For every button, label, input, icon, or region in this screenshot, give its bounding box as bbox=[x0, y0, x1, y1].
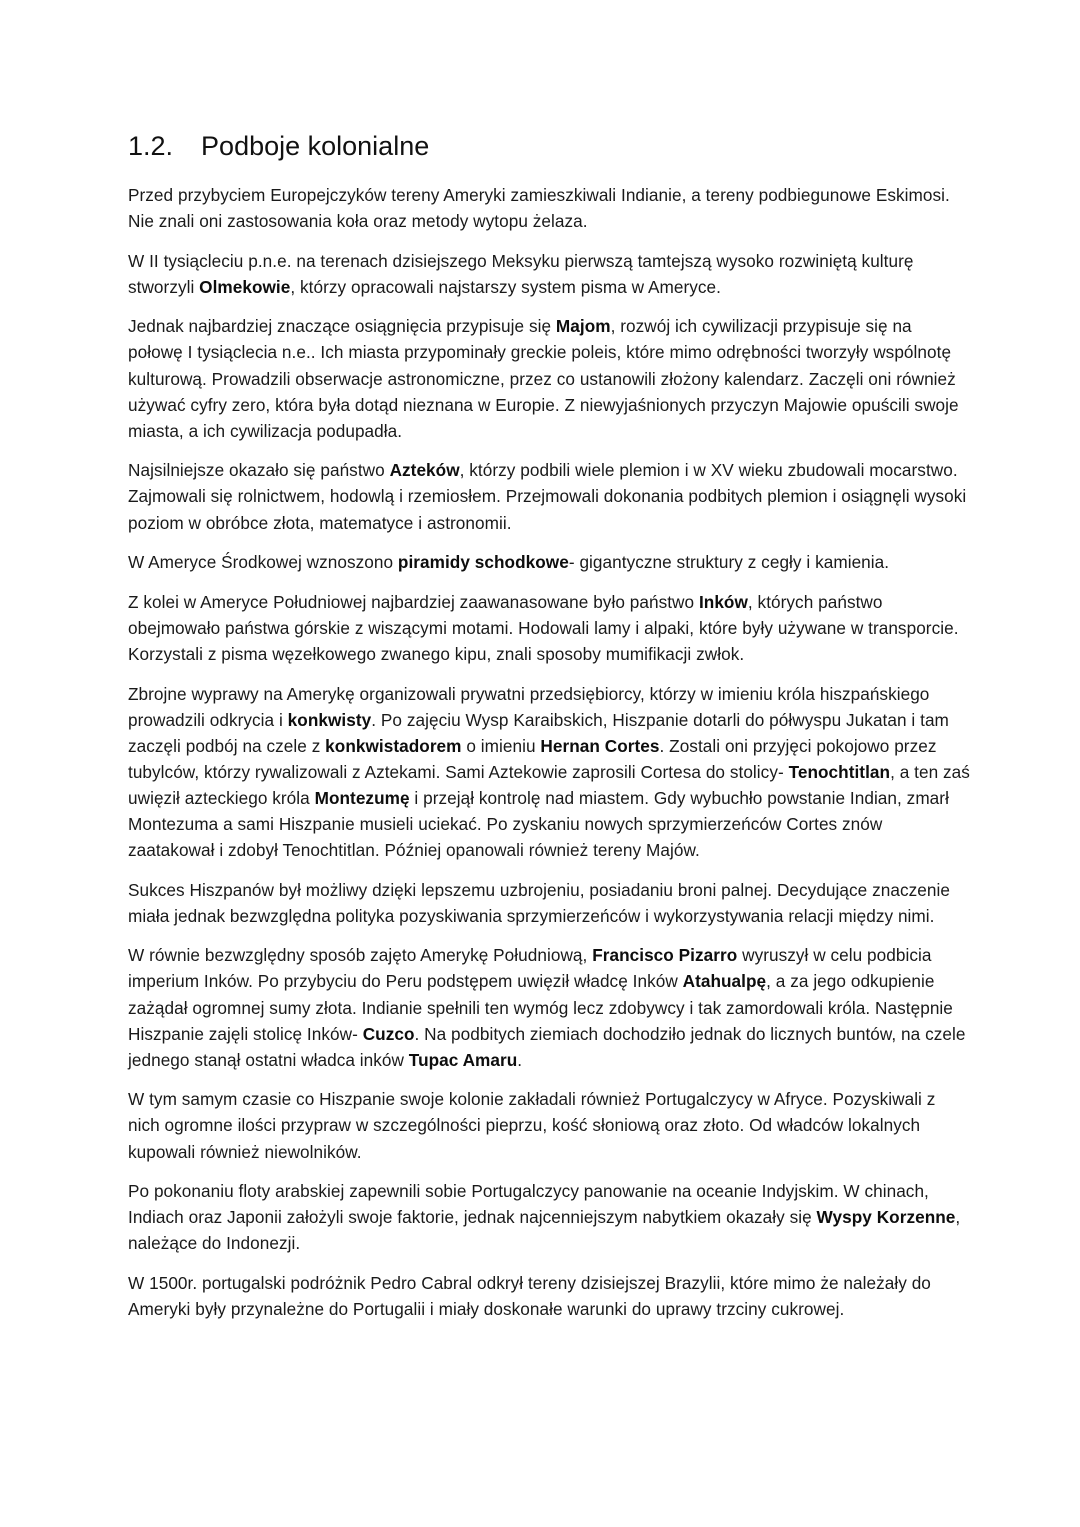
paragraph-text: , którzy opracowali najstarszy system pisma w Ameryce. bbox=[290, 276, 721, 297]
paragraph-text: Po pokonaniu floty arabskiej zapewnili sobie Portugalczycy panowanie na oceanie Indyjskim. W chinach, Indiach oraz Japonii założyli swoje faktorie, jednak najcenniejszym nabytkiem okazały się bbox=[128, 1181, 929, 1228]
paragraph bbox=[128, 1086, 970, 1164]
paragraph-text: W II tysiącleciu p.n.e. na terenach dzisiejszego Meksyku pierwszą tamtejszą wysoko rozwiniętą kulturę stworzyli bbox=[128, 250, 914, 297]
paragraph bbox=[128, 681, 970, 864]
paragraph-text: W tym samym czasie co Hiszpanie swoje kolonie zakładali również Portugalczycy w Afryce. Pozyskiwali z nich ogromne ilości przypraw w szczególności pieprzu, kość słoniową oraz złoto. Od władców lokalnych kupowali również niewolników. bbox=[128, 1089, 936, 1162]
bold-term: Cuzco bbox=[362, 1023, 415, 1044]
paragraph bbox=[128, 942, 970, 1072]
bold-term: piramidy schodkowe bbox=[397, 552, 569, 573]
bold-term: Francisco Pizarro bbox=[592, 945, 738, 966]
paragraph bbox=[128, 1270, 970, 1322]
paragraph-text: - gigantyczne struktury z cegły i kamienia. bbox=[568, 552, 890, 573]
section-number: 1.2. bbox=[128, 131, 174, 161]
paragraph bbox=[128, 457, 970, 535]
paragraph-text: , rozwój ich cywilizacji przypisuje się na połowę I tysiąclecia n.e.. Ich miasta przypominały greckie poleis, które mimo odrębności tworzyły wspólnotę kulturową. Prowadzili obserwacje astronomiczne, przez co ustanowili złożony kalendarz. Zaczęli oni również używać cyfry zero, która była dotąd nieznana w Europie. Z niewyjaśnionych przyczyn Majowie opuścili swoje miasta, a ich cywilizacja podupadła. bbox=[128, 316, 959, 441]
paragraph-text: W Ameryce Środkowej wznoszono bbox=[128, 552, 398, 573]
bold-term: Atahualpę bbox=[682, 971, 767, 992]
paragraph-text: , należące do Indonezji. bbox=[128, 1207, 961, 1254]
section-heading bbox=[128, 126, 970, 166]
bold-term: Wyspy Korzenne bbox=[816, 1207, 956, 1228]
bold-term: Azteków bbox=[389, 460, 460, 481]
bold-term: Olmekowie bbox=[199, 276, 291, 297]
paragraph-text: wyruszył w celu podbicia imperium Inków. Po przybyciu do Peru podstępem uwięził władcę Inków bbox=[128, 945, 932, 992]
paragraph bbox=[128, 1178, 970, 1256]
section-title: Podboje kolonialne bbox=[201, 131, 430, 161]
paragraph-text: . Na podbitych ziemiach dochodziło jednak do licznych buntów, na czele jednego stanął ostatni władca inków bbox=[128, 1023, 966, 1070]
paragraph bbox=[128, 248, 970, 300]
bold-term: Inków bbox=[698, 591, 748, 612]
paragraph-text: Jednak najbardziej znaczące osiągnięcia przypisuje się bbox=[128, 316, 556, 337]
paragraph-text: , a ten zaś uwięził azteckiego króla bbox=[128, 761, 970, 808]
bold-term: Majom bbox=[555, 316, 611, 337]
paragraph-text: W równie bezwzględny sposób zajęto Amerykę Południową, bbox=[128, 945, 593, 966]
paragraph-text: Z kolei w Ameryce Południowej najbardziej zaawanasowane było państwo bbox=[128, 591, 699, 612]
bold-term: Montezumę bbox=[314, 787, 410, 808]
bold-term: konkwistadorem bbox=[325, 735, 462, 756]
bold-term: Tupac Amaru bbox=[408, 1049, 518, 1070]
paragraph-text: Najsilniejsze okazało się państwo bbox=[128, 460, 390, 481]
paragraph-text: W 1500r. portugalski podróżnik Pedro Cabral odkrył tereny dzisiejszej Brazylii, które mimo że należały do Ameryki były przynależne do Portugalii i miały doskonałe warunki do uprawy trzciny cukrowej. bbox=[128, 1272, 931, 1319]
section-body bbox=[128, 182, 970, 1322]
paragraph-text: . Po zajęciu Wysp Karaibskich, Hiszpanie dotarli do półwyspu Jukatan i tam zaczęli podbój na czele z bbox=[128, 709, 949, 756]
paragraph-text: . Zostali oni przyjęci pokojowo przez tubylców, którzy rywalizowali z Aztekami. Sami Aztekowie zaprosili Cortesa do stolicy- bbox=[128, 735, 937, 782]
bold-term: Hernan Cortes bbox=[540, 735, 660, 756]
paragraph bbox=[128, 877, 970, 929]
paragraph-text: . bbox=[517, 1049, 523, 1070]
paragraph-text: o imieniu bbox=[461, 735, 541, 756]
paragraph-text: , którzy podbili wiele plemion i w XV wieku zbudowali mocarstwo. Zajmowali się rolnictwem, hodowlą i rzemiosłem. Przejmowali dokonania podbitych plemion i osiągnęli wysoki poziom w obróbce złota, matematyce i astronomii. bbox=[128, 460, 967, 533]
paragraph bbox=[128, 589, 970, 667]
paragraph-text: Zbrojne wyprawy na Amerykę organizowali prywatni przedsiębiorcy, którzy w imieniu króla hiszpańskiego prowadzili odkrycia i bbox=[128, 683, 930, 730]
paragraph-text: Przed przybyciem Europejczyków tereny Ameryki zamieszkiwali Indianie, a tereny podbiegunowe Eskimosi. Nie znali oni zastosowania koła oraz metody wytopu żelaza. bbox=[128, 185, 950, 232]
paragraph bbox=[128, 313, 970, 443]
paragraph-text: , a za jego odkupienie zażądał ogromnej sumy złota. Indianie spełnili ten wymóg lecz zdobywcy i tak zamordowali króla. Następnie Hiszpanie zajęli stolicę Inków- bbox=[128, 971, 953, 1044]
paragraph-text: i przejął kontrolę nad miastem. Gdy wybuchło powstanie Indian, zmarł Montezuma a sami Hiszpanie musieli uciekać. Po zyskaniu nowych sprzymierzeńców Cortes znów zaatakował i zdobył Tenochtitlan. Później opanowali również tereny Majów. bbox=[128, 787, 949, 861]
paragraph-text: , których państwo obejmowało państwa górskie z wiszącymi motami. Hodowali lamy i alpaki, które były używane w transporcie. Korzystali z pisma węzełkowego zwanego kipu, znali sposoby mumifikacji zwłok. bbox=[128, 591, 959, 664]
bold-term: konkwisty bbox=[287, 709, 372, 730]
paragraph bbox=[128, 549, 970, 575]
paragraph bbox=[128, 182, 970, 234]
paragraph-text: Sukces Hiszpanów był możliwy dzięki lepszemu uzbrojeniu, posiadaniu broni palnej. Decydujące znaczenie miała jednak bezwzględna polityka pozyskiwania sprzymierzeńców i wykorzystywania relacji między nimi. bbox=[128, 879, 950, 926]
bold-term: Tenochtitlan bbox=[788, 761, 891, 782]
